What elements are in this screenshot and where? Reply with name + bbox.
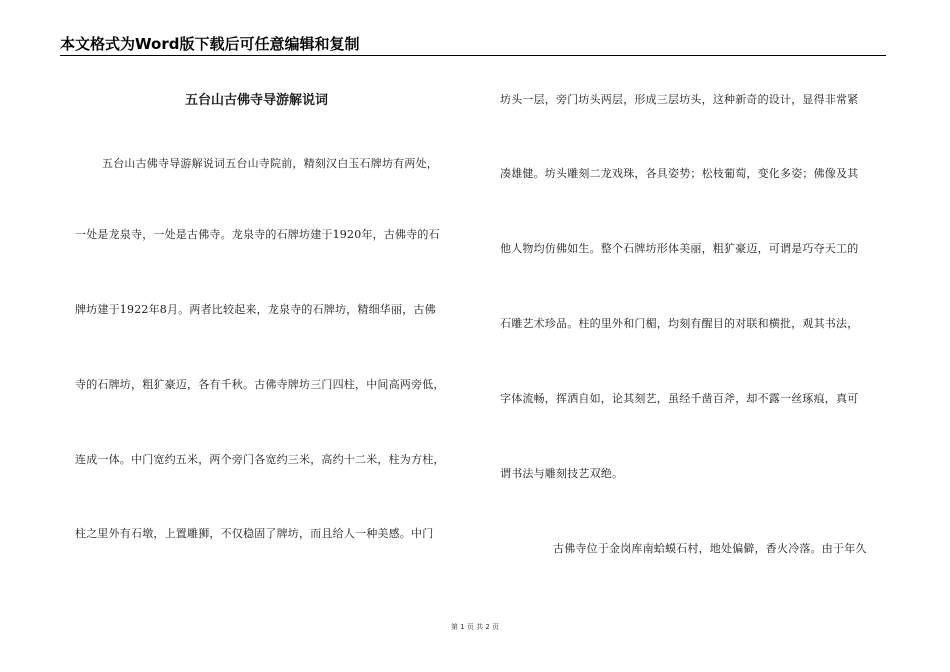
page-footer: 第 1 页 共 2 页 bbox=[450, 623, 500, 631]
right-line-5: 字体流畅，挥洒自如，论其刻艺，虽经千凿百斧，却不露一丝琢痕，真可 bbox=[500, 392, 859, 405]
left-line-3: 牌坊建于1922年8月。两者比较起来，龙泉寺的石牌坊，精细华丽，古佛 bbox=[75, 303, 436, 316]
header-divider bbox=[60, 55, 886, 56]
document-title: 五台山古佛寺导游解说词 bbox=[185, 93, 329, 108]
right-line-4: 石雕艺术珍品。柱的里外和门楣，均刻有醒目的对联和横批，观其书法， bbox=[500, 317, 859, 330]
left-line-4: 寺的石牌坊，粗犷豪迈，各有千秋。古佛寺牌坊三门四柱，中间高两旁低， bbox=[75, 378, 445, 391]
right-line-7: 古佛寺位于金岗库南蛤蟆石村，地处偏僻，香火冷落。由于年久 bbox=[553, 542, 867, 555]
right-line-6: 谓书法与雕刻技艺双绝。 bbox=[500, 467, 624, 480]
right-line-1: 坊头一层，旁门坊头两层，形成三层坊头，这种新奇的设计，显得非常紧 bbox=[500, 93, 859, 106]
header-text: 本文格式为Word版下载后可任意编辑和复制 bbox=[60, 35, 360, 53]
page-header bbox=[60, 34, 886, 54]
left-line-5: 连成一体。中门宽约五米，两个旁门各宽约三米，高约十二米，柱为方柱， bbox=[75, 453, 445, 466]
right-line-2: 凑雄健。坊头雕刻二龙戏珠，各具姿势；松枝葡萄，变化多姿；佛像及其 bbox=[500, 167, 859, 180]
left-line-1: 五台山古佛寺导游解说词五台山寺院前，精刻汉白玉石牌坊有两处， bbox=[102, 157, 438, 170]
left-line-6: 柱之里外有石墩，上置雕狮，不仅稳固了牌坊，而且给人一种美感。中门 bbox=[75, 527, 434, 540]
right-line-3: 他人物均仿佛如生。整个石牌坊形体美丽，粗犷豪迈，可谓是巧夺天工的 bbox=[500, 242, 859, 255]
left-line-2: 一处是龙泉寺，一处是古佛寺。龙泉寺的石牌坊建于1920年，古佛寺的石 bbox=[75, 228, 440, 241]
